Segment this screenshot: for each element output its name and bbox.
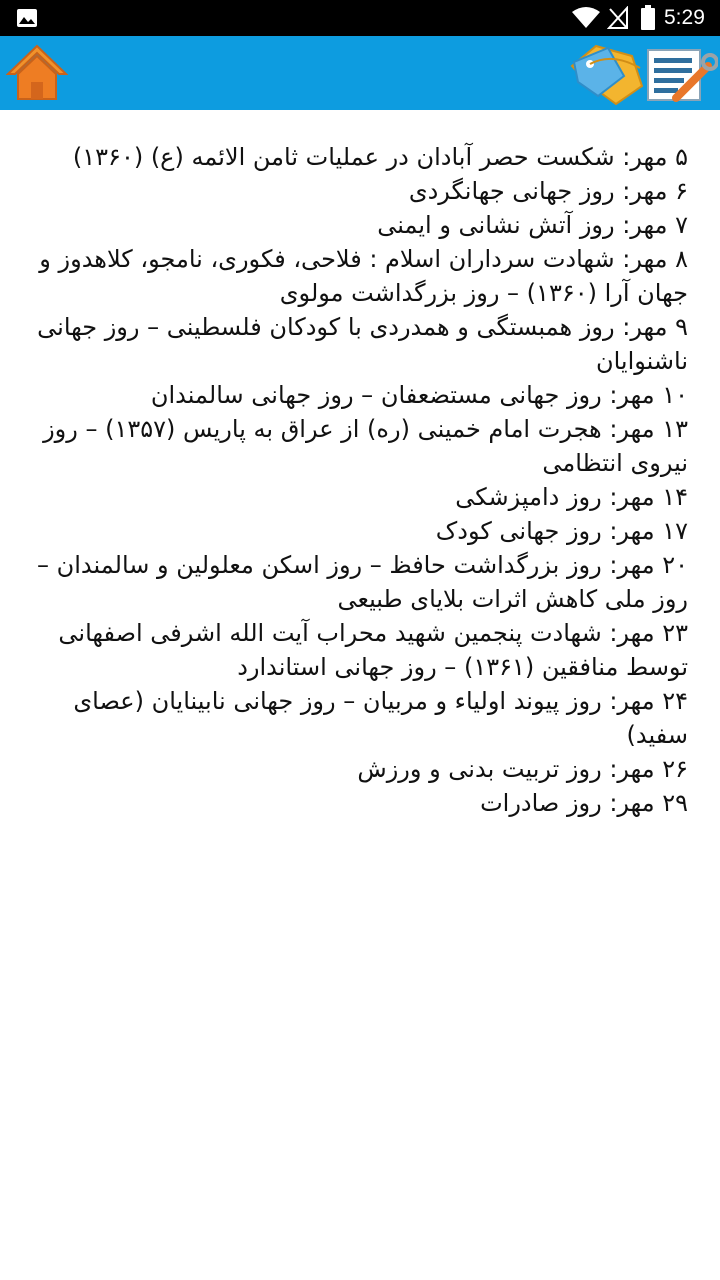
event-entry: ۹ مهر: روز همبستگی و همدردی با کودکان فلسطینی – روز جهانی ناشنوایان (37, 313, 688, 375)
event-entry: ۲۰ مهر: روز بزرگداشت حافظ – روز اسکن معلولین و سالمندان – روز ملی کاهش اثرات بلایای طبیعی (37, 551, 688, 613)
tag-icon (568, 42, 648, 106)
status-bar (0, 0, 720, 36)
event-entry: ۷ مهر: روز آتش نشانی و ایمنی (377, 211, 688, 239)
settings-button[interactable] (646, 46, 718, 104)
events-list (24, 140, 688, 820)
event-entry: ۵ مهر: شکست حصر آبادان در عملیات ثامن الائمه (ع) (۱۳۶۰) (72, 143, 688, 171)
battery-icon (640, 5, 656, 31)
status-time: 5:29 (664, 6, 705, 29)
home-button[interactable] (6, 44, 68, 102)
signal-icon (607, 6, 629, 30)
wifi-icon (571, 6, 601, 30)
event-entry: ۱۷ مهر: روز جهانی کودک (435, 517, 688, 545)
event-entry: ۲۹ مهر: روز صادرات (480, 789, 688, 817)
settings-icon (646, 46, 718, 104)
event-entry: ۲۶ مهر: روز تربیت بدنی و ورزش (357, 755, 688, 783)
event-entry: ۱۳ مهر: هجرت امام خمینی (ره) از عراق به پاریس (۱۳۵۷) – روز نیروی انتظامی (43, 415, 688, 477)
gallery-icon (16, 8, 38, 28)
home-icon (6, 44, 68, 102)
event-entry: ۱۰ مهر: روز جهانی مستضعفان – روز جهانی سالمندان (150, 381, 688, 409)
event-entry: ۸ مهر: شهادت سرداران اسلام : فلاحی، فکوری، نامجو، کلاهدوز و جهان آرا (۱۳۶۰) – روز بزرگداشت مولوی (39, 245, 688, 307)
event-entry: ۲۴ مهر: روز پیوند اولیاء و مربیان – روز جهانی نابینایان (عصای سفید) (73, 687, 688, 749)
event-entry: ۱۴ مهر: روز دامپزشکی (455, 483, 688, 511)
tag-button[interactable] (568, 42, 648, 106)
event-entry: ۶ مهر: روز جهانی جهانگردی (408, 177, 688, 205)
app-bar (0, 36, 720, 110)
event-entry: ۲۳ مهر: شهادت پنجمین شهید محراب آیت الله اشرفی اصفهانی توسط منافقین (۱۳۶۱) – روز جهانی استاندارد (58, 619, 688, 681)
